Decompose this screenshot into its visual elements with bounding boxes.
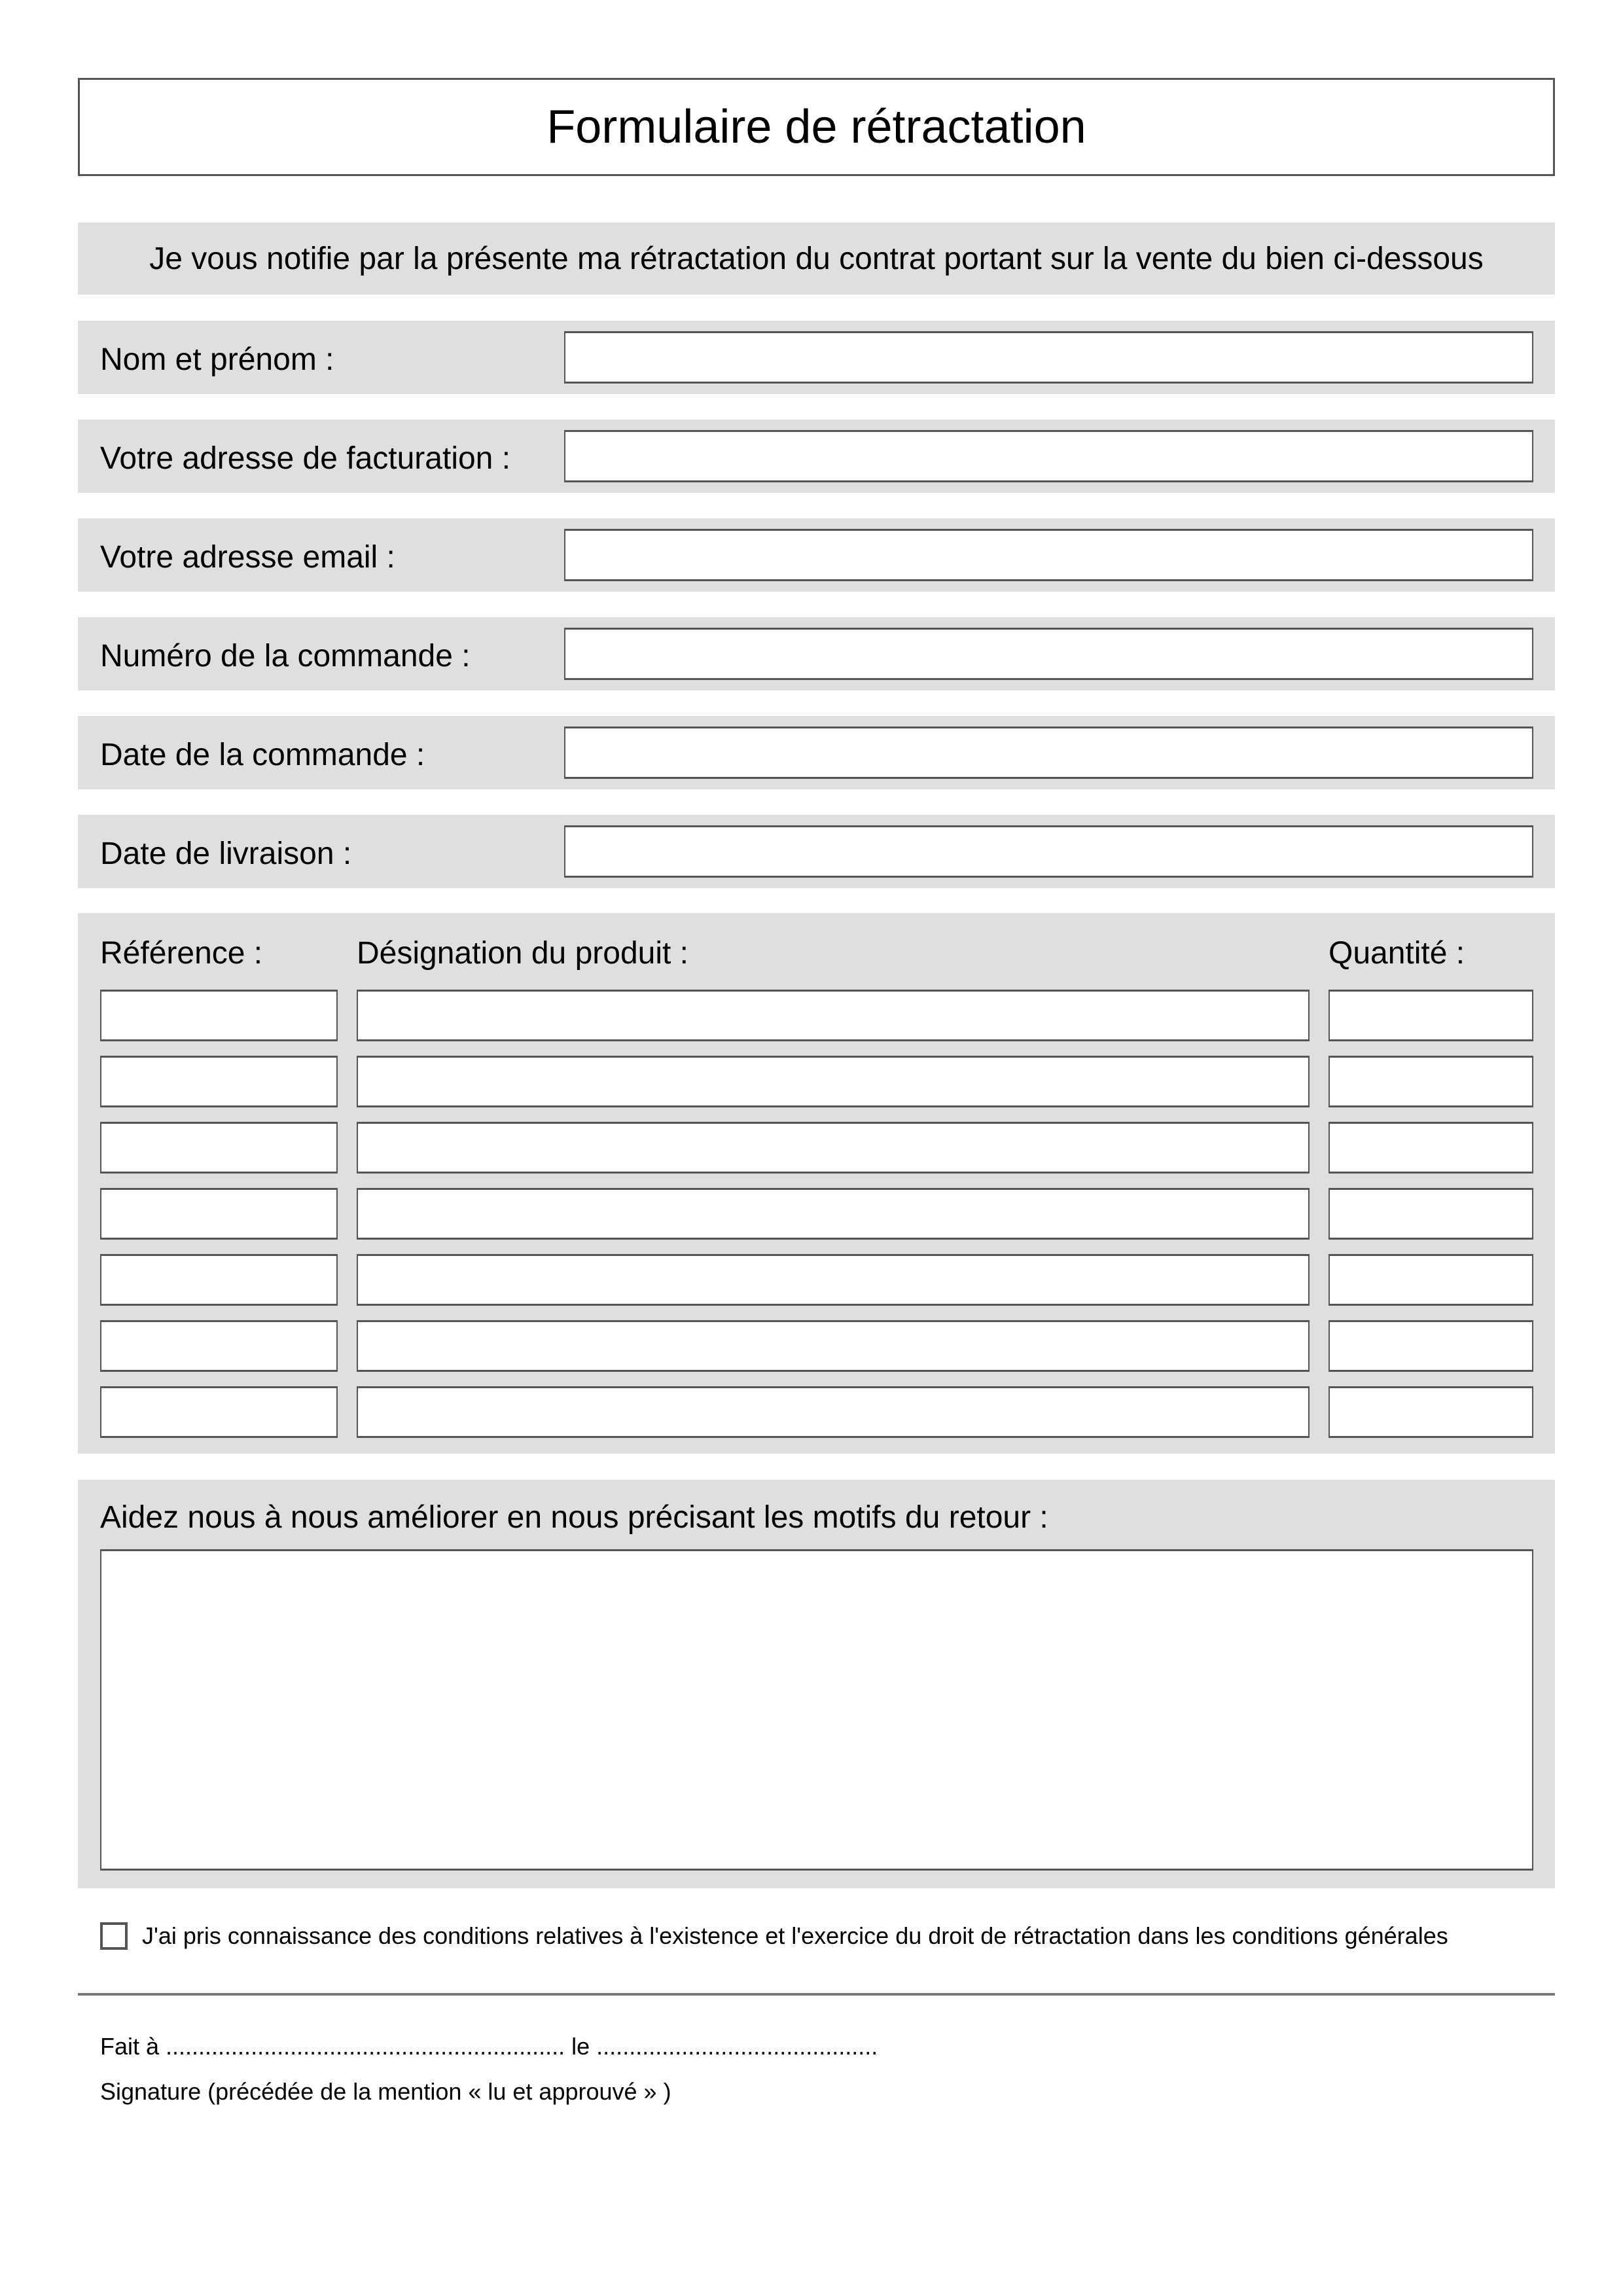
product-reference-input[interactable]: [100, 1386, 338, 1438]
product-quantity-input[interactable]: [1329, 1122, 1533, 1174]
product-designation-input[interactable]: [357, 1188, 1310, 1240]
reference-header: Référence :: [100, 936, 263, 971]
product-designation-input[interactable]: [357, 1056, 1310, 1107]
order-date-input[interactable]: [564, 726, 1533, 779]
billing-address-input[interactable]: [564, 430, 1533, 482]
divider: [78, 1993, 1555, 1996]
order-number-label: Numéro de la commande :: [100, 638, 471, 673]
product-quantity-input[interactable]: [1329, 1254, 1533, 1306]
billing-address-label: Votre adresse de facturation :: [100, 440, 511, 476]
product-reference-input[interactable]: [100, 1254, 338, 1306]
delivery-date-input[interactable]: [564, 825, 1533, 878]
product-reference-input[interactable]: [100, 1320, 338, 1372]
product-quantity-input[interactable]: [1329, 1188, 1533, 1240]
form-title: Formulaire de rétractation: [546, 101, 1086, 153]
field-row-delivery-date: [78, 815, 1555, 888]
consent-row[interactable]: [100, 1921, 1448, 1951]
consent-checkbox[interactable]: [100, 1922, 128, 1950]
product-designation-input[interactable]: [357, 1122, 1310, 1174]
product-designation-input[interactable]: [357, 990, 1310, 1041]
designation-header: Désignation du produit :: [357, 936, 688, 971]
delivery-date-label: Date de livraison :: [100, 836, 352, 871]
product-reference-input[interactable]: [100, 990, 338, 1041]
product-quantity-input[interactable]: [1329, 1320, 1533, 1372]
notice-text: Je vous notifie par la présente ma rétractation du contrat portant sur la vente du bien ci-dessous: [149, 241, 1484, 276]
product-quantity-input[interactable]: [1329, 990, 1533, 1041]
product-designation-input[interactable]: [357, 1386, 1310, 1438]
product-quantity-input[interactable]: [1329, 1386, 1533, 1438]
signature-line: Signature (précédée de la mention « lu et approuvé » ): [100, 2078, 671, 2105]
return-reasons-section: [78, 1480, 1555, 1888]
notice-banner: [78, 223, 1555, 295]
product-quantity-input[interactable]: [1329, 1056, 1533, 1107]
field-row-order-number: [78, 617, 1555, 691]
field-row-order-date: [78, 716, 1555, 789]
return-reasons-textarea[interactable]: [100, 1549, 1533, 1871]
quantity-header: Quantité :: [1329, 936, 1465, 971]
product-reference-input[interactable]: [100, 1188, 338, 1240]
full-name-input[interactable]: [564, 331, 1533, 384]
products-section: [78, 913, 1555, 1454]
product-designation-input[interactable]: [357, 1320, 1310, 1372]
form-title-box: [78, 78, 1555, 176]
email-label: Votre adresse email :: [100, 539, 395, 575]
order-number-input[interactable]: [564, 628, 1533, 680]
return-reasons-label: Aidez nous à nous améliorer en nous précisant les motifs du retour :: [100, 1500, 1048, 1535]
product-reference-input[interactable]: [100, 1122, 338, 1174]
field-row-email: [78, 518, 1555, 592]
product-reference-input[interactable]: [100, 1056, 338, 1107]
order-date-label: Date de la commande :: [100, 737, 425, 772]
field-row-full-name: [78, 321, 1555, 394]
email-input[interactable]: [564, 529, 1533, 581]
field-row-billing-address: [78, 420, 1555, 493]
place-date-line: Fait à ............................................................. le ...........................................: [100, 2033, 878, 2060]
full-name-label: Nom et prénom :: [100, 342, 334, 377]
product-designation-input[interactable]: [357, 1254, 1310, 1306]
consent-text: J'ai pris connaissance des conditions relatives à l'existence et l'exercice du droit de rétractation dans les conditions générales: [142, 1922, 1448, 1949]
